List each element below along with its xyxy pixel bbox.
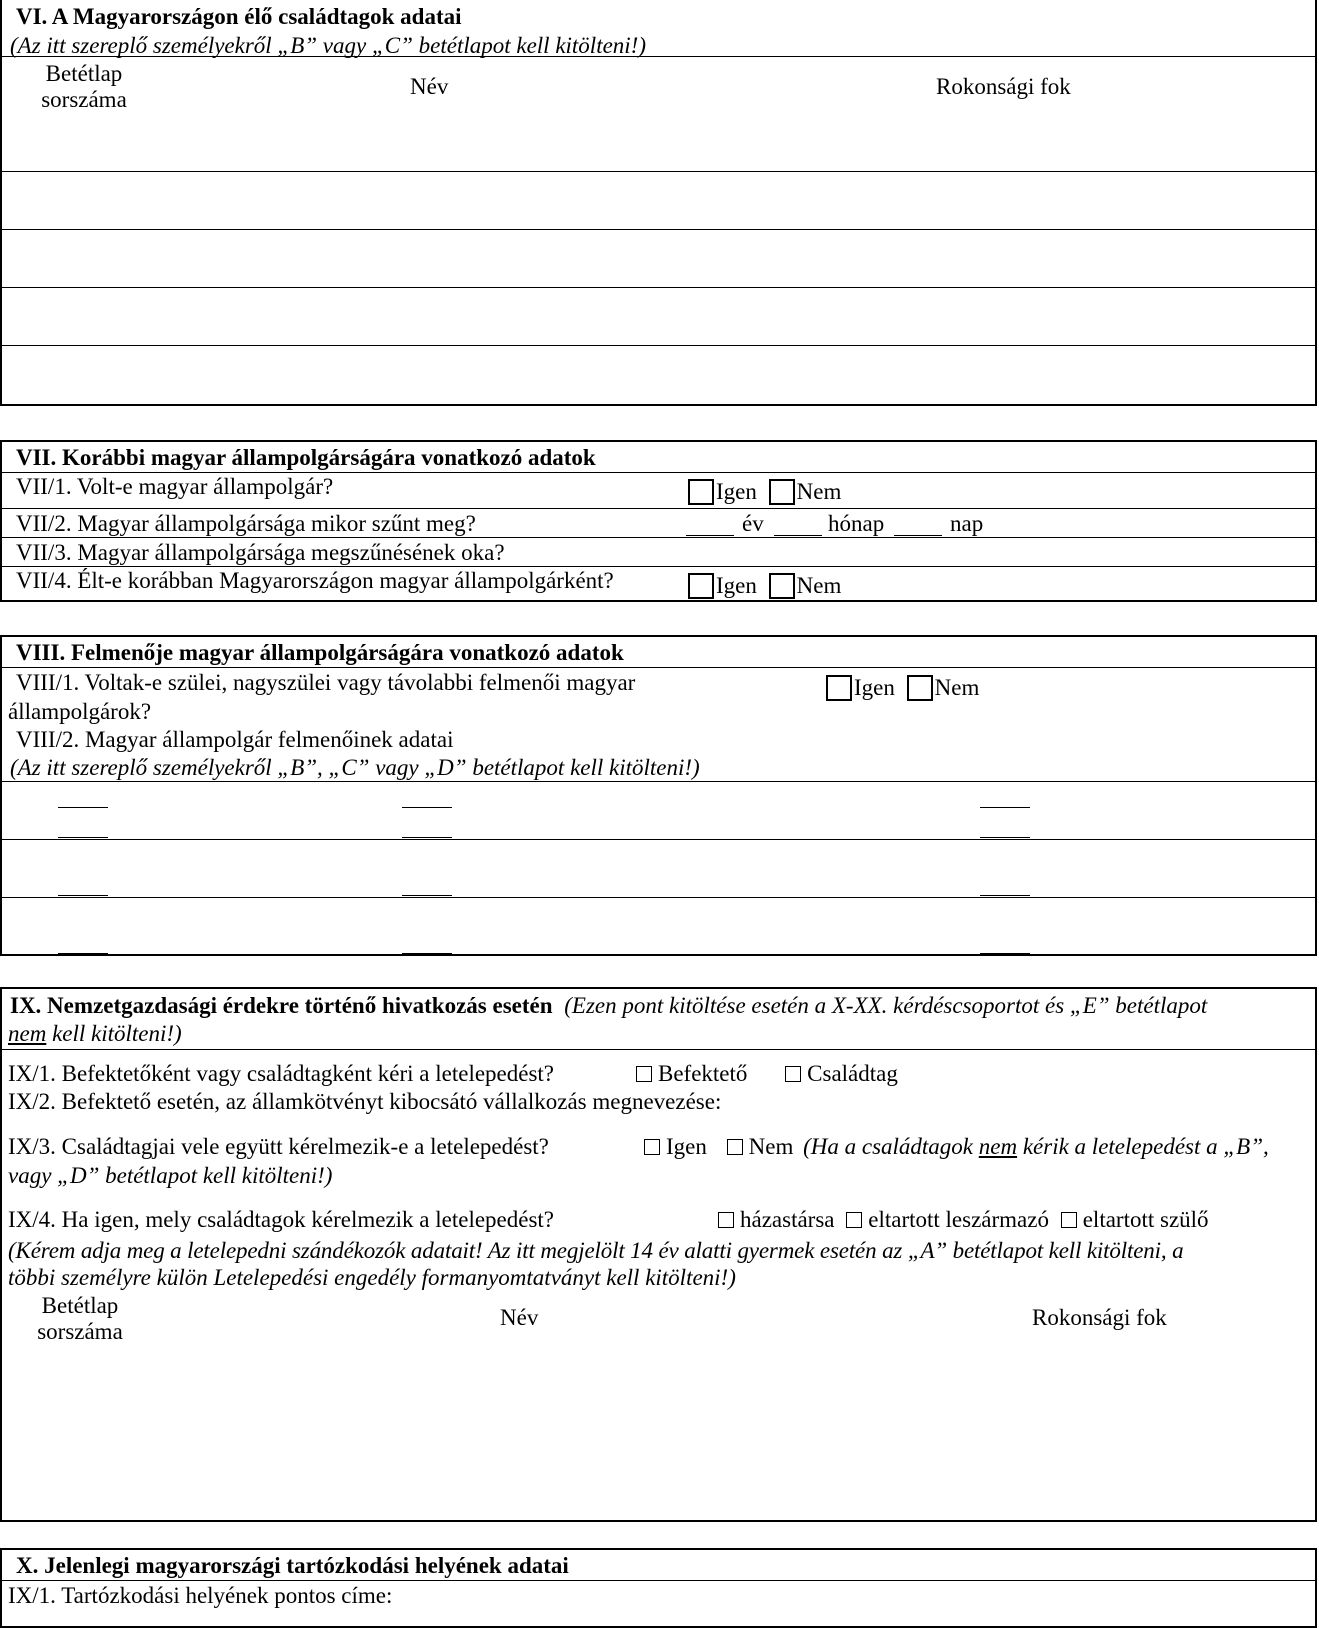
- section-ix-title-note-line2: nem kell kitölteni!): [8, 1021, 182, 1046]
- field-dash[interactable]: [980, 837, 1030, 838]
- vii-1-options: Igen Nem: [688, 479, 841, 505]
- field-dash[interactable]: [402, 807, 452, 808]
- month-field[interactable]: [774, 535, 822, 536]
- section-vi-title: VI. A Magyarországon élő családtagok adatai: [16, 4, 462, 29]
- ix-3-note-line2: vagy „D” betétlapot kell kitölteni!): [8, 1163, 333, 1188]
- parent-checkbox[interactable]: [1061, 1212, 1077, 1228]
- field-dash[interactable]: [980, 807, 1030, 808]
- yes-checkbox[interactable]: [688, 573, 714, 599]
- ix-3-options: Igen Nem (Ha a családtagok nem kérik a letelepedést a „B”,: [644, 1134, 1269, 1160]
- divider: [2, 508, 1315, 509]
- question-viii-2: VIII/2. Magyar állampolgár felmenőinek adatai: [16, 727, 454, 752]
- day-field[interactable]: [894, 535, 942, 536]
- vii-4-options: Igen Nem: [688, 573, 841, 599]
- yes-checkbox[interactable]: [826, 675, 852, 701]
- section-vi-subtitle: (Az itt szereplő személyekről „B” vagy „C” betétlapot kell kitölteni!): [10, 33, 647, 58]
- field-dash[interactable]: [58, 807, 108, 808]
- year-field[interactable]: [686, 535, 734, 536]
- table-row[interactable]: [2, 287, 1315, 288]
- divider: [2, 1049, 1315, 1050]
- yes-checkbox[interactable]: [688, 479, 714, 505]
- question-ix-3: IX/3. Családtagjai vele együtt kérelmezik-e a letelepedést?: [8, 1134, 549, 1159]
- no-checkbox[interactable]: [907, 675, 933, 701]
- spouse-checkbox[interactable]: [718, 1212, 734, 1228]
- question-vii-2: VII/2. Magyar állampolgársága mikor szűnt meg?: [16, 511, 476, 536]
- question-vii-1: VII/1. Volt-e magyar állampolgár?: [16, 474, 334, 499]
- section-ix-title-note: (Ezen pont kitöltése esetén a X-XX. kérdéscsoportot és „E” betétlapot: [564, 993, 1208, 1018]
- yes-checkbox[interactable]: [644, 1139, 660, 1155]
- section-viii: [0, 635, 1317, 956]
- ix-4-note-line1: (Kérem adja meg a letelepedni szándékozók adatait! Az itt megjelölt 14 év alatti gyermek esetén az „A” betétlapot kell kitölteni, a: [8, 1238, 1184, 1263]
- divider: [2, 667, 1315, 668]
- divider: [2, 56, 1315, 57]
- section-vii: [0, 440, 1317, 602]
- question-ix-2: IX/2. Befektető esetén, az államkötvényt kibocsátó vállalkozás megnevezése:: [8, 1089, 722, 1114]
- divider: [2, 781, 1315, 782]
- question-viii-1-line2: állampolgárok?: [8, 699, 152, 724]
- field-dash[interactable]: [980, 895, 1030, 896]
- field-dash[interactable]: [58, 895, 108, 896]
- section-viii-note: (Az itt szereplő személyekről „B”, „C” vagy „D” betétlapot kell kitölteni!): [10, 755, 700, 780]
- col-header-rokonsagi-fok: Rokonsági fok: [936, 74, 1071, 99]
- csaladtag-checkbox[interactable]: [785, 1066, 801, 1082]
- ix-4-options: házastársa eltartott leszármazó eltartott szülő: [718, 1207, 1209, 1233]
- field-dash[interactable]: [980, 953, 1030, 954]
- question-ix-1: IX/1. Befektetőként vagy családtagként kéri a letelepedést?: [8, 1061, 555, 1086]
- question-viii-1-line1: VIII/1. Voltak-e szülei, nagyszülei vagy távolabbi felmenői magyar: [16, 670, 636, 695]
- month-label: hónap: [828, 511, 885, 536]
- section-x-title: X. Jelenlegi magyarországi tartózkodási helyének adatai: [16, 1553, 569, 1578]
- befekteto-checkbox[interactable]: [636, 1066, 652, 1082]
- field-dash[interactable]: [402, 837, 452, 838]
- question-x-1: IX/1. Tartózkodási helyének pontos címe:: [8, 1583, 393, 1608]
- table-row[interactable]: [2, 345, 1315, 346]
- no-checkbox[interactable]: [769, 573, 795, 599]
- divider: [2, 566, 1315, 567]
- section-x: [0, 1548, 1317, 1628]
- section-viii-title: VIII. Felmenője magyar állampolgárságára vonatkozó adatok: [16, 640, 624, 665]
- col-header-nev: Név: [500, 1305, 539, 1330]
- day-label: nap: [950, 511, 984, 536]
- descendant-checkbox[interactable]: [846, 1212, 862, 1228]
- table-row[interactable]: [2, 897, 1315, 898]
- section-vii-title: VII. Korábbi magyar állampolgárságára vonatkozó adatok: [16, 445, 596, 470]
- no-checkbox[interactable]: [769, 479, 795, 505]
- divider: [2, 1580, 1315, 1581]
- divider: [2, 537, 1315, 538]
- section-ix-title-line: [10, 993, 1207, 1019]
- field-dash[interactable]: [58, 837, 108, 838]
- divider: [2, 472, 1315, 473]
- col-header-nev: Név: [410, 74, 449, 99]
- field-dash[interactable]: [402, 895, 452, 896]
- table-row[interactable]: [2, 839, 1315, 840]
- field-dash[interactable]: [402, 953, 452, 954]
- table-row[interactable]: [2, 229, 1315, 230]
- ix-3-note: (Ha a családtagok nem kérik a letelepedést a „B”,: [803, 1134, 1269, 1159]
- section-vi: [0, 0, 1317, 406]
- year-label: év: [742, 511, 764, 536]
- question-vii-4: VII/4. Élt-e korábban Magyarországon magyar állampolgárként?: [16, 568, 614, 593]
- question-ix-4: IX/4. Ha igen, mely családtagok kérelmezik a letelepedést?: [8, 1207, 555, 1232]
- col-header-betetlap: Betétlap sorszáma: [37, 1293, 123, 1345]
- ix-1-options: Befektető Családtag: [636, 1061, 898, 1087]
- col-header-rokonsagi-fok: Rokonsági fok: [1032, 1305, 1167, 1330]
- section-ix-title: IX. Nemzetgazdasági érdekre történő hivatkozás esetén: [10, 993, 553, 1018]
- table-row[interactable]: [2, 171, 1315, 172]
- ix-4-note-line2: többi személyre külön Letelepedési engedély formanyomtatványt kell kitölteni!): [8, 1265, 736, 1290]
- col-header-betetlap: Betétlap sorszáma: [41, 61, 127, 113]
- viii-1-options: Igen Nem: [826, 675, 979, 701]
- question-vii-3: VII/3. Magyar állampolgársága megszűnésének oka?: [16, 540, 505, 565]
- no-checkbox[interactable]: [727, 1139, 743, 1155]
- field-dash[interactable]: [58, 953, 108, 954]
- section-ix: [0, 987, 1317, 1522]
